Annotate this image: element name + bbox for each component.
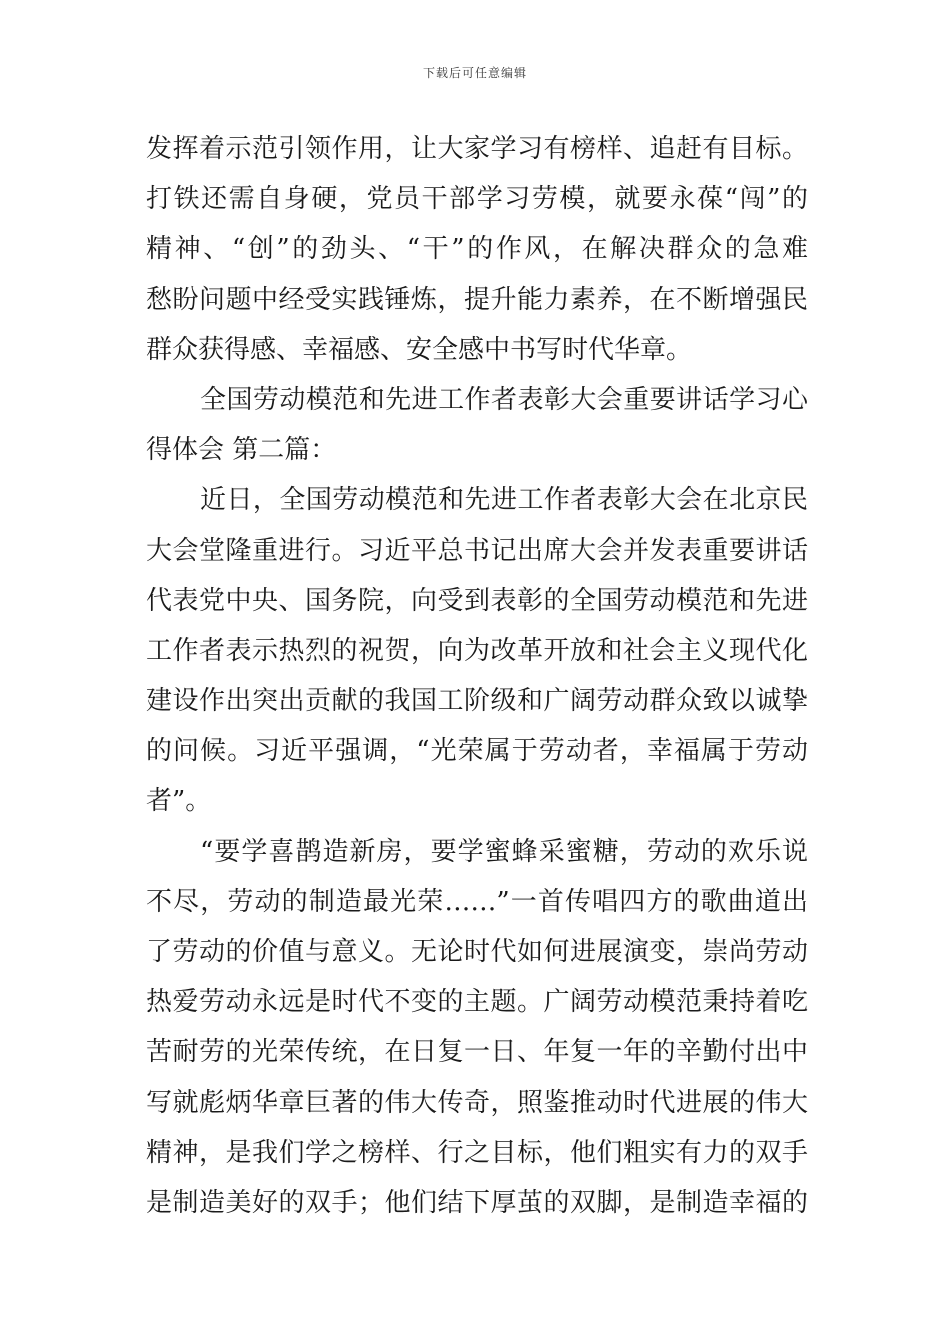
text-line: 者”。 bbox=[146, 786, 212, 817]
document-body bbox=[146, 124, 808, 1228]
text-line: 近日，全国劳动模范和先进工作者表彰大会在北京民 bbox=[200, 485, 808, 516]
text-line: 代表党中央、国务院，向受到表彰的全国劳动模范和先进 bbox=[146, 585, 808, 616]
text-line: 发挥着示范引领作用，让大家学习有榜样、追赶有目标。 bbox=[146, 134, 808, 164]
text-line: 热爱劳动永远是时代不变的主题。广阔劳动模范秉持着吃 bbox=[146, 987, 808, 1018]
text-line: 工作者表示热烈的祝贺，向为改革开放和社会主义现代化 bbox=[146, 635, 808, 666]
text-line: 精神，是我们学之榜样、行之目标，他们粗实有力的双手 bbox=[146, 1137, 808, 1168]
text-line: 全国劳动模范和先进工作者表彰大会重要讲话学习心 bbox=[200, 384, 808, 415]
text-line: 建设作出突出贡献的我国工阶级和广阔劳动群众致以诚挚 bbox=[146, 686, 808, 717]
text-line: 苦耐劳的光荣传统，在日复一日、年复一年的辛勤付出中 bbox=[146, 1037, 808, 1068]
text-line: 的问候。习近平强调，“光荣属于劳动者，幸福属于劳动 bbox=[146, 736, 808, 767]
text-line: 是制造美好的双手；他们结下厚茧的双脚，是制造幸福的 bbox=[146, 1187, 808, 1218]
page-header: 下载后可任意编辑 bbox=[422, 66, 527, 80]
text-line: 了劳动的价值与意义。无论时代如何进展演变，崇尚劳动 bbox=[146, 937, 808, 967]
text-line: 大会堂隆重进行。习近平总书记出席大会并发表重要讲话 bbox=[146, 535, 808, 566]
text-line: 写就彪炳华章巨著的伟大传奇，照鉴推动时代进展的伟大 bbox=[146, 1087, 808, 1118]
text-line: 愁盼问题中经受实践锤炼，提升能力素养，在不断增强民 bbox=[146, 284, 808, 315]
text-line: 群众获得感、幸福感、安全感中书写时代华章。 bbox=[146, 334, 693, 365]
text-line: “要学喜鹊造新房，要学蜜蜂采蜜糖，劳动的欢乐说 bbox=[200, 836, 808, 867]
text-line: 精神、“创”的劲头、“干”的作风，在解决群众的急难 bbox=[146, 234, 808, 265]
text-line: 打铁还需自身硬，党员干部学习劳模，就要永葆“闯”的 bbox=[146, 184, 808, 215]
text-line: 得体会 第二篇： bbox=[146, 435, 337, 466]
text-line: 不尽，劳动的制造最光荣……”一首传唱四方的歌曲道出 bbox=[146, 886, 808, 917]
